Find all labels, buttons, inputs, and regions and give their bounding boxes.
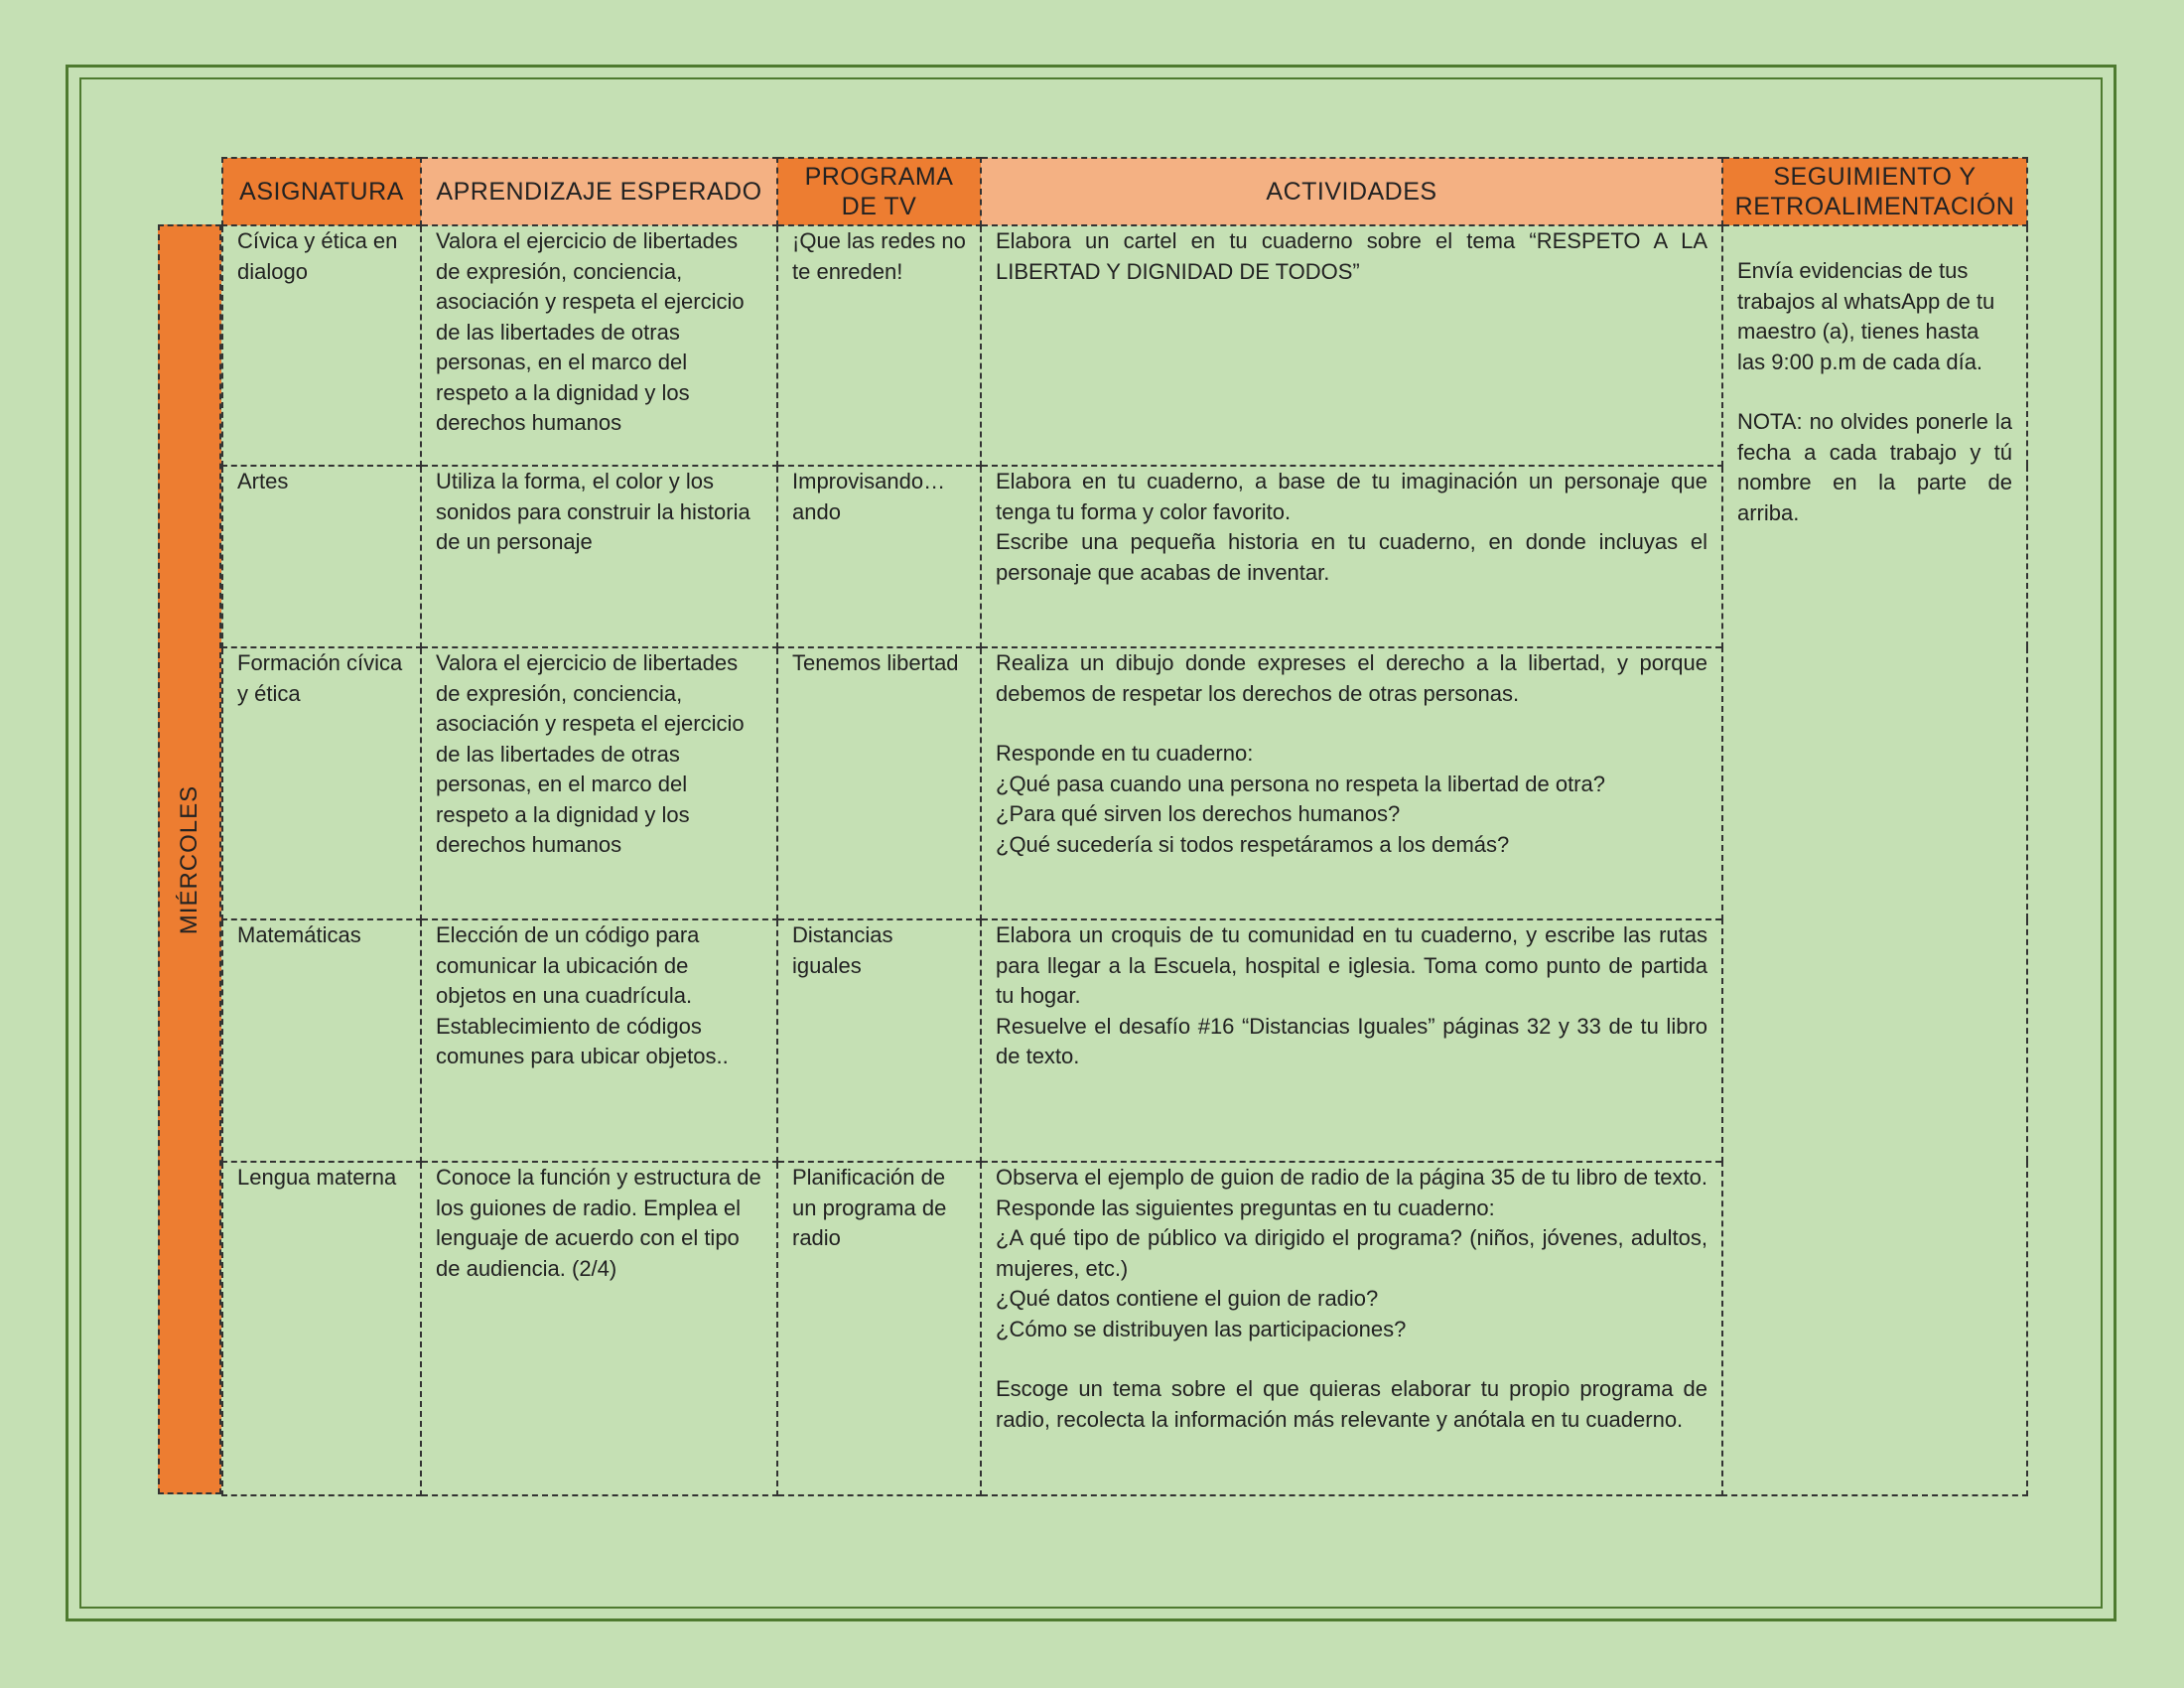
activity-line: Realiza un dibujo donde expreses el derecho a la libertad, y porque debemos de respetar los derechos de otras personas. bbox=[996, 650, 1707, 706]
feedback-spacer bbox=[1737, 377, 2012, 407]
program-cell: Improvisando… ando bbox=[777, 466, 981, 647]
program-cell: Distancias iguales bbox=[777, 919, 981, 1162]
activities-cell bbox=[981, 1162, 1722, 1495]
header-learning: APRENDIZAJE ESPERADO bbox=[421, 158, 777, 225]
activities-cell bbox=[981, 225, 1722, 466]
feedback-cell bbox=[1722, 225, 2027, 1495]
learning-cell: Conoce la función y estructura de los guiones de radio. Emplea el lenguaje de acuerdo con el tipo de audiencia. (2/4) bbox=[421, 1162, 777, 1495]
activities-cell bbox=[981, 919, 1722, 1162]
program-cell: Tenemos libertad bbox=[777, 647, 981, 919]
learning-cell: Valora el ejercicio de libertades de expresión, conciencia, asociación y respeta el ejercicio de las libertades de otras personas, en el marco del respeto a la dignidad y los derechos humanos bbox=[421, 647, 777, 919]
activity-line: Elabora un cartel en tu cuaderno sobre el tema “RESPETO A LA LIBERTAD Y DIGNIDAD DE TODOS” bbox=[996, 228, 1707, 284]
header-feedback: SEGUIMIENTO Y RETROALIMENTACIÓN bbox=[1722, 158, 2027, 225]
feedback-text: Envía evidencias de tus trabajos al whatsApp de tu maestro (a), tienes hasta las 9:00 p.m de cada día. bbox=[1737, 258, 1995, 374]
activity-line: Observa el ejemplo de guion de radio de la página 35 de tu libro de texto. Responde las siguientes preguntas en tu cuaderno: bbox=[996, 1165, 1707, 1220]
activity-line: ¿Qué sucedería si todos respetáramos a los demás? bbox=[996, 831, 1510, 857]
schedule-table bbox=[221, 157, 2028, 1496]
header-activities: ACTIVIDADES bbox=[981, 158, 1722, 225]
subject-cell: Lengua materna bbox=[222, 1162, 421, 1495]
activity-line: Escribe una pequeña historia en tu cuaderno, en donde incluyas el personaje que acabas de inventar. bbox=[996, 529, 1707, 585]
header-program: PROGRAMA DE TV bbox=[777, 158, 981, 225]
activity-line: Escoge un tema sobre el que quieras elaborar tu propio programa de radio, recolecta la información más relevante y anótala en tu cuaderno. bbox=[996, 1376, 1707, 1432]
activity-spacer bbox=[996, 709, 1707, 739]
activity-line: Responde en tu cuaderno: bbox=[996, 741, 1254, 766]
activities-cell bbox=[981, 466, 1722, 647]
feedback-note: NOTA: no olvides ponerle la fecha a cada trabajo y tú nombre en la parte de arriba. bbox=[1737, 409, 2012, 525]
program-cell: ¡Que las redes no te enreden! bbox=[777, 225, 981, 466]
day-label-band bbox=[158, 224, 221, 1494]
table-row bbox=[222, 225, 2027, 466]
subject-cell: Artes bbox=[222, 466, 421, 647]
activity-line: ¿Qué datos contiene el guion de radio? bbox=[996, 1286, 1379, 1311]
activity-line: ¿Para qué sirven los derechos humanos? bbox=[996, 801, 1401, 826]
activities-cell bbox=[981, 647, 1722, 919]
activity-spacer bbox=[996, 1344, 1707, 1374]
subject-cell: Matemáticas bbox=[222, 919, 421, 1162]
learning-cell: Elección de un código para comunicar la ubicación de objetos en una cuadrícula. Establecimiento de códigos comunes para ubicar objetos.. bbox=[421, 919, 777, 1162]
learning-cell: Valora el ejercicio de libertades de expresión, conciencia, asociación y respeta el ejercicio de las libertades de otras personas, en el marco del respeto a la dignidad y los derechos humanos bbox=[421, 225, 777, 466]
activity-line: ¿A qué tipo de público va dirigido el programa? (niños, jóvenes, adultos, mujeres, etc.) bbox=[996, 1225, 1707, 1281]
activity-line: Elabora en tu cuaderno, a base de tu imaginación un personaje que tenga tu forma y color favorito. bbox=[996, 469, 1707, 524]
activity-line: Resuelve el desafío #16 “Distancias Iguales” páginas 32 y 33 de tu libro de texto. bbox=[996, 1013, 1707, 1068]
activity-line: ¿Cómo se distribuyen las participaciones? bbox=[996, 1316, 1407, 1341]
header-row bbox=[222, 158, 2027, 225]
subject-cell: Formación cívica y ética bbox=[222, 647, 421, 919]
activity-line: Elabora un croquis de tu comunidad en tu cuaderno, y escribe las rutas para llegar a la Escuela, hospital e iglesia. Toma como punto de partida tu hogar. bbox=[996, 922, 1707, 1008]
activity-line: ¿Qué pasa cuando una persona no respeta la libertad de otra? bbox=[996, 771, 1605, 796]
day-label: MIÉRCOLES bbox=[176, 784, 203, 934]
subject-cell: Cívica y ética en dialogo bbox=[222, 225, 421, 466]
header-subject: ASIGNATURA bbox=[222, 158, 421, 225]
program-cell: Planificación de un programa de radio bbox=[777, 1162, 981, 1495]
learning-cell: Utiliza la forma, el color y los sonidos para construir la historia de un personaje bbox=[421, 466, 777, 647]
